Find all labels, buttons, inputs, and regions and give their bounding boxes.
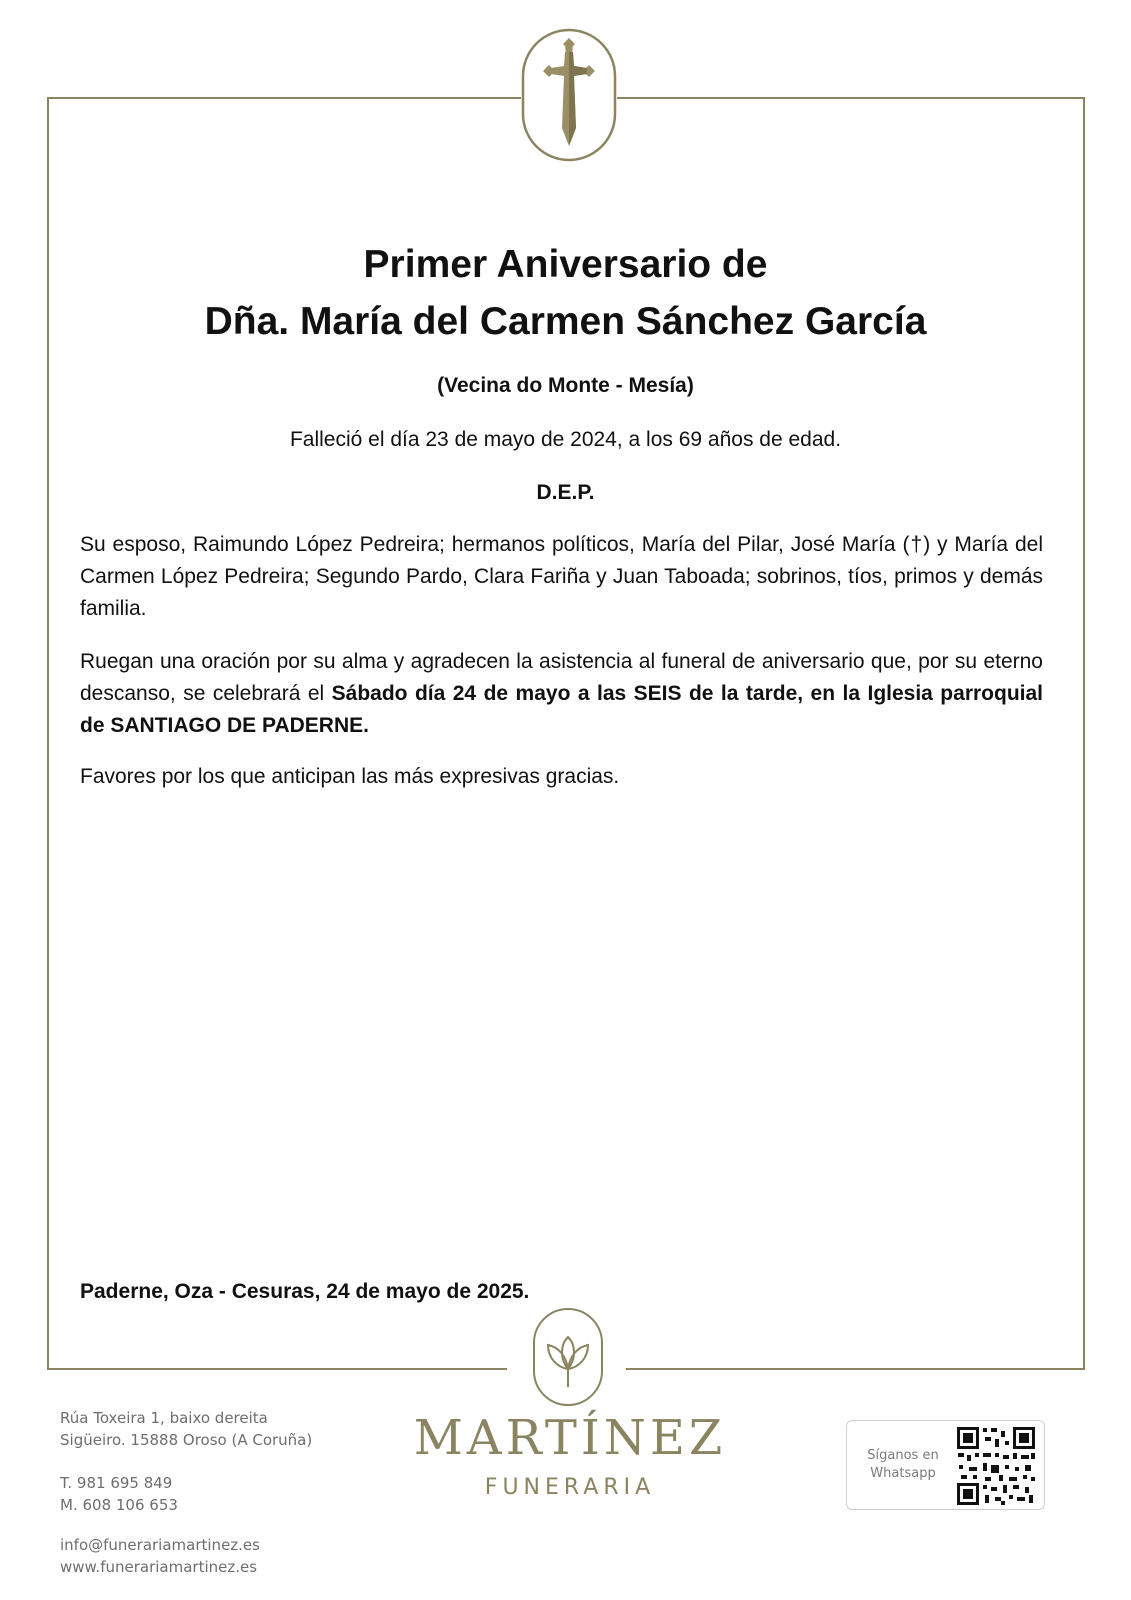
footer-phones <box>60 1472 178 1516</box>
family-paragraph: Su esposo, Raimundo López Pedreira; hermanos políticos, María del Pilar, José María (†) y María del Carmen López Pedreira; Segundo Pardo, Clara Fariña y Juan Taboada; sobrinos, tíos, primos y demás familia. <box>80 533 1043 620</box>
thanks-paragraph: Favores por los que anticipan las más expresivas gracias. <box>80 765 620 788</box>
address-line-2: Sigüeiro. 15888 Oroso (A Coruña) <box>60 1431 313 1449</box>
lotus-emblem-icon <box>532 1307 604 1407</box>
email-link[interactable]: info@funerariamartinez.es <box>60 1536 260 1554</box>
funeral-text: Ruegan una oración por su alma y agradecen la asistencia al funeral de aniversario que, por su eterno descanso, se celebrará el <box>80 650 1043 705</box>
frame-bottom-line-left <box>47 1368 507 1370</box>
whatsapp-line-1: Síganos en <box>867 1448 939 1463</box>
website-link[interactable]: www.funerariamartinez.es <box>60 1558 258 1576</box>
footer-address <box>60 1407 312 1451</box>
qr-code-icon[interactable] <box>955 1425 1037 1507</box>
footer-web <box>60 1534 260 1578</box>
address-line-1: Rúa Toxeira 1, baixo dereita <box>60 1409 268 1427</box>
whatsapp-box[interactable] <box>846 1420 1045 1510</box>
whatsapp-label <box>859 1447 947 1483</box>
funeral-paragraph <box>80 646 1043 742</box>
brand-name: MARTÍNEZ <box>413 1410 727 1466</box>
brand-subtitle: FUNERARIA <box>484 1475 656 1500</box>
frame-bottom-line-right <box>626 1368 1085 1370</box>
phone-number[interactable]: T. 981 695 849 <box>60 1474 173 1492</box>
place-date: Paderne, Oza - Cesuras, 24 de mayo de 2025. <box>80 1280 530 1303</box>
notice-title <box>60 236 1071 350</box>
dep-text: D.E.P. <box>536 481 595 504</box>
mobile-number[interactable]: M. 608 106 653 <box>60 1496 178 1514</box>
title-line-2: Dña. María del Carmen Sánchez García <box>204 300 927 343</box>
death-date-line: Falleció el día 23 de mayo de 2024, a los 69 años de edad. <box>289 428 842 451</box>
title-line-1: Primer Aniversario de <box>363 243 768 286</box>
funeral-details: Sábado día 24 de mayo a las SEIS de la tarde, en la Iglesia parroquial de SANTIAGO DE PADERNE. <box>80 682 1043 737</box>
cross-icon <box>521 28 617 162</box>
notice-subtitle: (Vecina do Monte - Mesía) <box>437 374 694 397</box>
whatsapp-line-2: Whatsapp <box>870 1466 936 1481</box>
